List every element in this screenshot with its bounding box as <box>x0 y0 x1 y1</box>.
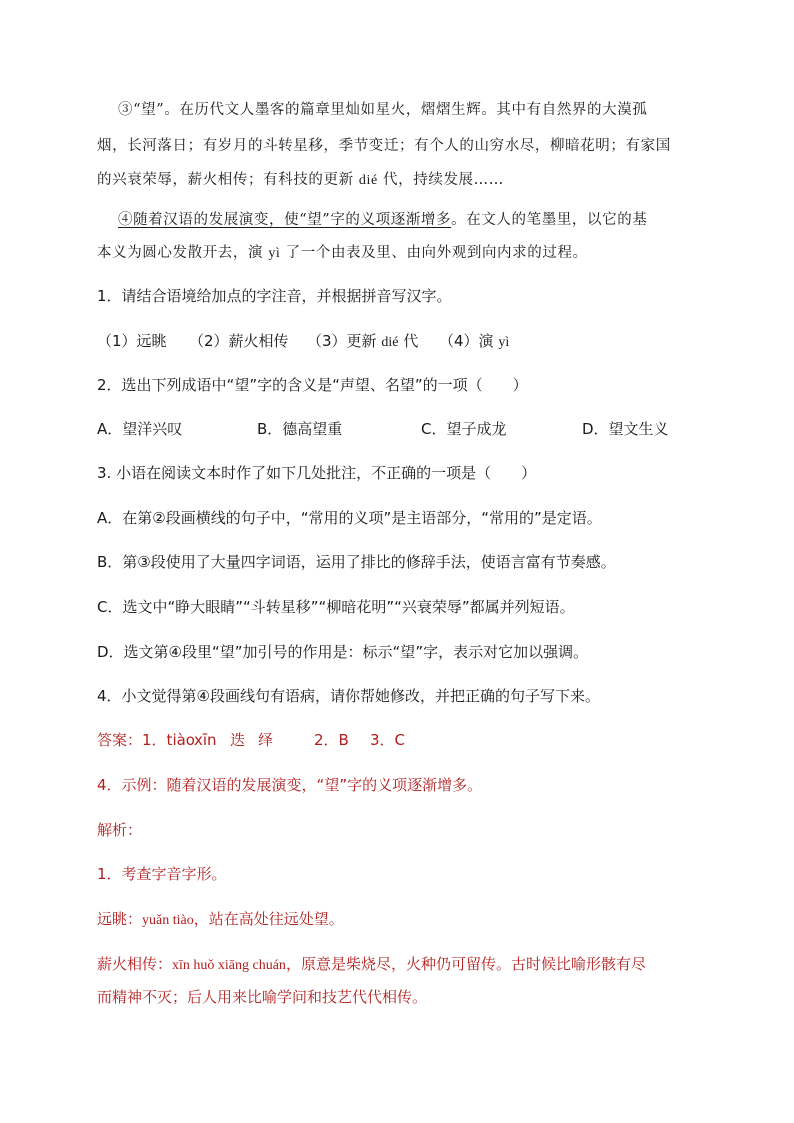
q2-option-c: C．望子成龙 <box>421 420 507 438</box>
q1-item-2: （2）薪火相传 <box>189 332 289 350</box>
question-3-stem: 3. 小语在阅读文本时作了如下几处批注，不正确的一项是（ ） <box>97 464 537 482</box>
answer-line-2: 4．示例：随着汉语的发展演变，“望”字的义项逐渐增多。 <box>97 776 483 794</box>
q2-option-a: A．望洋兴叹 <box>97 420 183 438</box>
analysis-line-3 <box>97 954 646 976</box>
passage-p3-line1: ③“望”。在历代文人墨客的篇章里灿如星火，熠熠生辉。其中有自然界的大漠孤 <box>118 102 648 118</box>
answer-3: 3．C <box>370 731 406 749</box>
pinyin-die: dié <box>358 173 378 188</box>
question-4-stem: 4．小文觉得第④段画线句有语病，请你帮她修改，并把正确的句子写下来。 <box>97 687 600 705</box>
answer-1-yi: 绎 <box>258 731 274 749</box>
question-1-stem: 1．请结合语境给加点的字注音，并根据拼音写汉字。 <box>97 287 452 305</box>
analysis-line-1: 1．考查字音字形。 <box>97 865 227 883</box>
q3-option-a: A．在第②段画横线的句子中，“常用的义项”是主语部分，“常用的”是定语。 <box>97 509 602 527</box>
q1-item-3-text: （3）更新 <box>307 332 377 350</box>
q1-item-4-text: （4）演 <box>439 332 494 350</box>
q2-option-b: B．德高望重 <box>257 420 343 438</box>
analysis-def-xin: ，原意是柴烧尽，火种仍可留传。古时候比喻形骸有尽 <box>285 955 646 973</box>
question-2-stem: 2．选出下列成语中“望”字的含义是“声望、名望”的一项（ ） <box>97 376 528 394</box>
q1-item-3-pinyin: dié <box>381 335 399 350</box>
passage-p3-line2: 烟，长河落日；有岁月的斗转星移，季节变迁；有个人的山穷水尽，柳暗花明；有家国 <box>97 138 671 154</box>
q1-item-3-tail: 代 <box>403 332 419 350</box>
underlined-sentence: ④随着汉语的发展演变，使“望”字的义项逐渐增多 <box>118 212 452 228</box>
analysis-pinyin-tiao: yuǎn tiào <box>142 913 194 928</box>
q1-item-4 <box>439 331 509 353</box>
answer-label: 答案： <box>97 731 143 749</box>
answer-2: 2．B <box>314 731 349 749</box>
passage-p3-line3 <box>97 170 504 191</box>
passage-p3-line3-tail: 代，持续发展…… <box>383 172 504 188</box>
question-2-options <box>97 419 669 439</box>
answer-1-tiao: 1．tiào <box>142 731 195 749</box>
answer-1-xin: xīn <box>194 731 217 749</box>
pinyin-yi: yì <box>268 246 281 261</box>
q1-item-4-pinyin: yì <box>498 335 510 350</box>
passage-p3-line3-text: 的兴衰荣辱，薪火相传；有科技的更新 <box>97 172 354 188</box>
analysis-label: 解析： <box>97 821 143 839</box>
passage-p4-line1-rest: 。在文人的笔墨里，以它的基 <box>451 212 648 228</box>
passage-p4-line2-tail: 了一个由表及里、由向外观到向内求的过程。 <box>285 245 588 261</box>
analysis-term-tiao: 远眺： <box>97 910 143 928</box>
analysis-line-2 <box>97 909 344 931</box>
analysis-def-tiao: ，站在高处往远处望。 <box>193 910 344 928</box>
q1-item-3 <box>307 331 439 353</box>
q1-item-1: （1）远眺 <box>97 332 167 350</box>
answer-1-die: 迭 <box>230 731 246 749</box>
passage-p4-line1 <box>118 210 647 230</box>
q2-option-d: D．望文生义 <box>582 420 669 438</box>
passage-p4-line2-text: 本义为圆心发散开去，演 <box>97 245 264 261</box>
q3-option-d: D．选文第④段里“望”加引号的作用是：标示“望”字，表示对它加以强调。 <box>97 643 589 661</box>
analysis-pinyin-xin: xīn huǒ xiāng chuán <box>172 958 286 973</box>
q3-option-c: C．选文中“睁大眼睛”“斗转星移”“柳暗花明”“兴衰荣辱”都属并列短语。 <box>97 598 575 616</box>
analysis-line-4: 而精神不灭；后人用来比喻学问和技艺代代相传。 <box>97 988 428 1006</box>
question-1-items <box>97 331 509 353</box>
q3-option-b: B．第③段使用了大量四字词语，运用了排比的修辞手法，使语言富有节奏感。 <box>97 553 616 571</box>
analysis-term-xin: 薪火相传： <box>97 955 173 973</box>
passage-p4-line2 <box>97 243 588 264</box>
answer-line-1 <box>97 730 405 750</box>
